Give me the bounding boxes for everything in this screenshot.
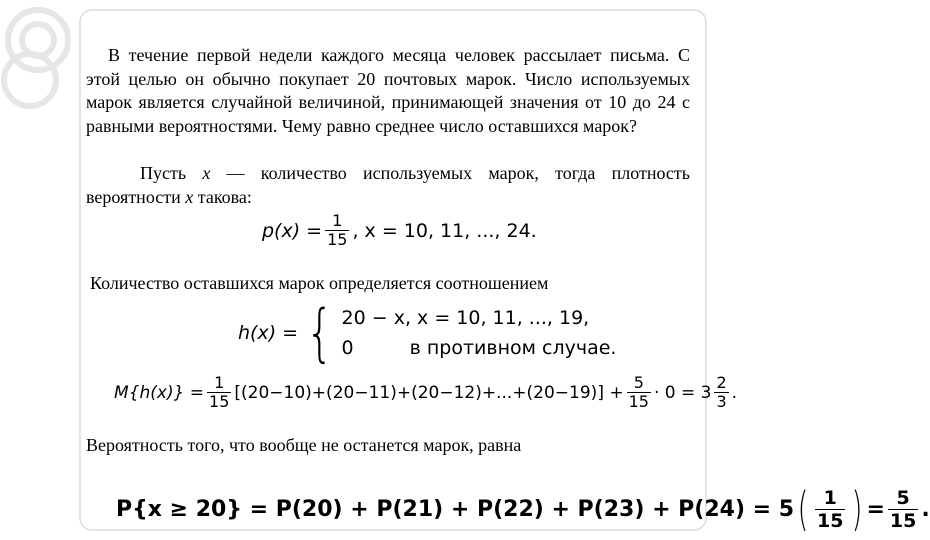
prob-fraction-2: [888, 487, 918, 532]
problem-statement: В течение первой недели каждого месяца человек рассылает письма. С этой целью он обычно покупает 20 почтовых марок. Число используемых марок является случайной величиной, принимающей значения от 10 до 24 с равными вероятностями. Чему равно среднее число оставшихся марок?: [86, 45, 690, 136]
h-lhs: h(x) =: [238, 322, 299, 344]
decorative-rings: [4, 10, 68, 106]
mean-numerator-2: 5: [633, 373, 644, 392]
variable-x: x: [202, 163, 211, 183]
density-lhs: p(x) =: [262, 219, 323, 242]
density-range: , x = 10, 11, ..., 24.: [352, 219, 537, 242]
h-cases: [342, 303, 617, 363]
mean-end: .: [731, 382, 738, 403]
h-case-2-value: 0: [341, 337, 354, 359]
density-intro-text-a: Пусть: [140, 163, 203, 183]
density-fraction: [325, 212, 349, 249]
density-intro-text-b: — количество используемых марок, тогда плотность вероятности: [86, 163, 690, 207]
prob-denominator-1: 15: [817, 509, 844, 532]
mean-lhs: M{h(x)} =: [114, 382, 205, 403]
density-formula: [262, 212, 537, 249]
probability-formula: [116, 482, 930, 536]
h-case-2: [342, 333, 617, 363]
prob-end: .: [921, 496, 930, 522]
prob-denominator-2: 15: [889, 509, 917, 532]
mean-denominator-2: 15: [628, 392, 649, 411]
prob-fraction-1: [815, 487, 845, 532]
prob-lhs: P{x ≥ 20} = P(20) + P(21) + P(22) + P(23) + P(24) = 5: [116, 496, 795, 522]
mean-fraction-3: [714, 374, 728, 411]
mean-fraction-2: [627, 374, 651, 411]
density-numerator: 1: [332, 211, 343, 230]
right-paren: ): [852, 482, 863, 536]
mean-numerator-3: 2: [716, 373, 727, 392]
mean-result: · 0 = 3: [653, 382, 712, 403]
zero-stamps-intro: Вероятность того, что вообще не останется марок, равна: [86, 435, 522, 455]
slide-content: [86, 8, 930, 536]
density-denominator: 15: [327, 230, 348, 249]
prob-equals: =: [866, 496, 885, 522]
density-intro: [86, 162, 690, 209]
mean-numerator-1: 1: [214, 373, 225, 392]
mean-sum: [(20−10)+(20−11)+(20−12)+...+(20−19)] +: [234, 382, 624, 403]
h-function-formula: [238, 296, 617, 369]
left-paren: (: [797, 482, 809, 536]
density-intro-text-c: такова:: [193, 186, 252, 207]
left-brace: {: [305, 296, 334, 369]
variable-x-2: x: [185, 186, 194, 207]
mean-formula: [114, 374, 737, 411]
remaining-stamps-intro: Количество оставшихся марок определяется соотношением: [90, 273, 549, 293]
prob-numerator-1: 1: [823, 486, 837, 509]
h-case-1: 20 − x, x = 10, 11, ..., 19,: [341, 307, 590, 329]
h-case-2-condition: в противном случае.: [409, 337, 617, 359]
mean-fraction-1: [207, 374, 231, 411]
prob-numerator-2: 5: [896, 486, 910, 509]
mean-denominator-1: 15: [209, 392, 230, 411]
mean-denominator-3: 3: [716, 392, 727, 411]
